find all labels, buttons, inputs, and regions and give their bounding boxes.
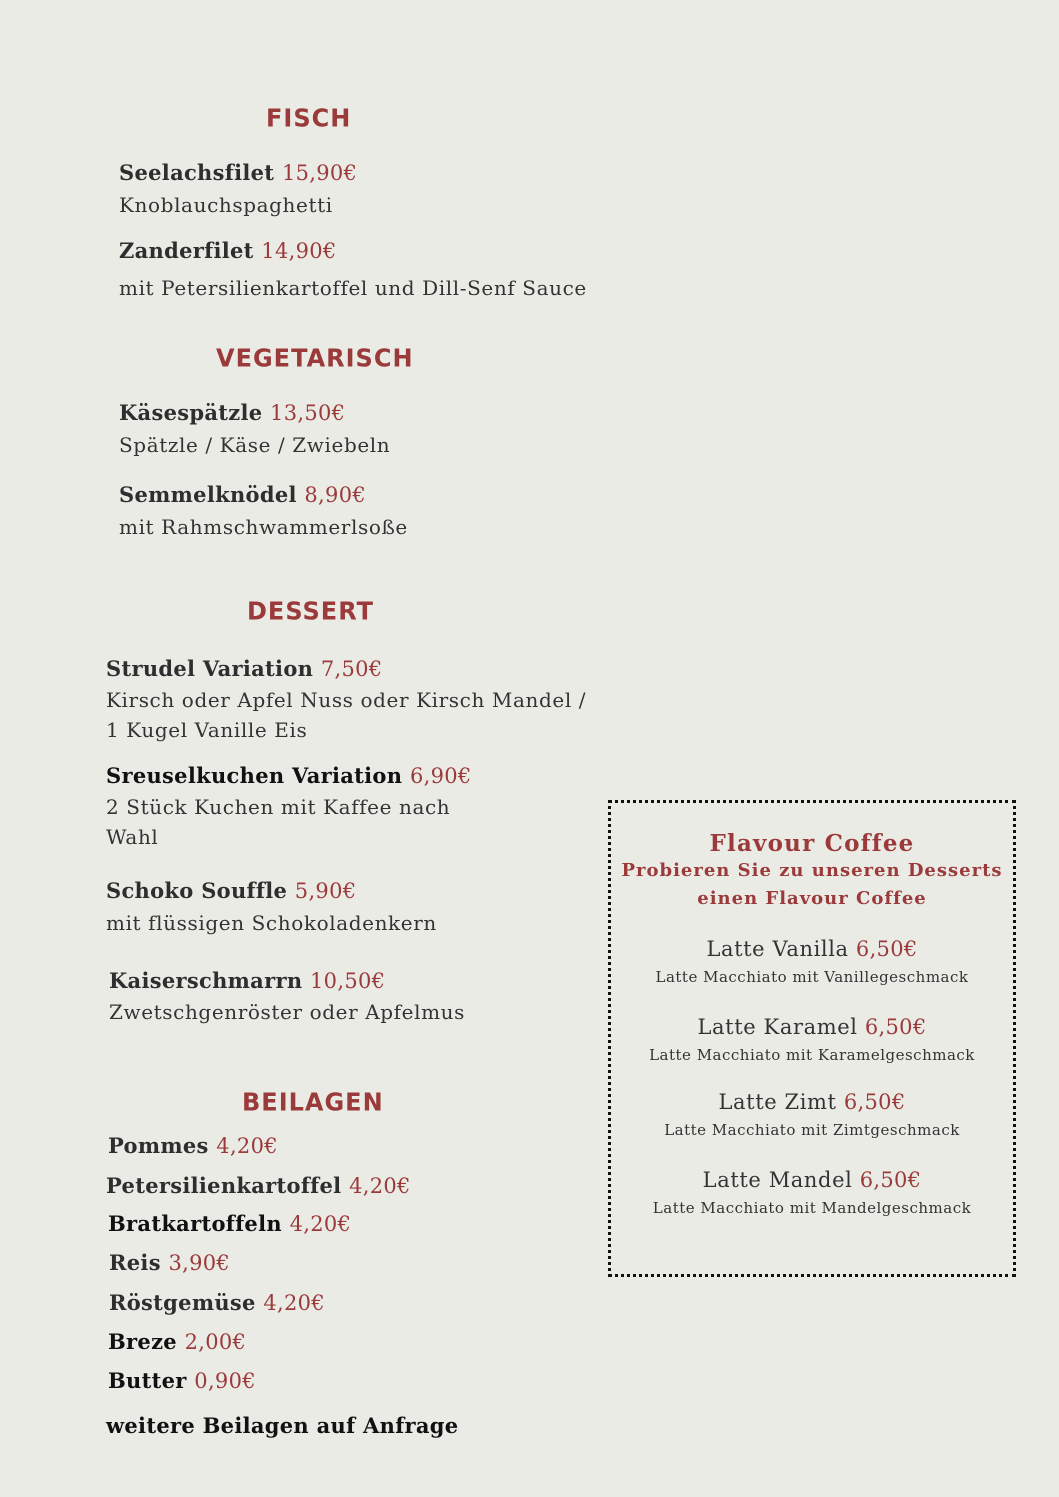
coffee-item-latte-karamel bbox=[611, 1015, 1013, 1039]
item-price: 2,00€ bbox=[184, 1330, 247, 1354]
item-description: Wahl bbox=[106, 825, 159, 849]
side-item-bratkartoffeln bbox=[108, 1211, 351, 1236]
item-price: 13,50€ bbox=[270, 401, 346, 425]
item-price: 4,20€ bbox=[289, 1212, 352, 1236]
menu-item-semmelknoedel bbox=[119, 482, 366, 507]
coffee-price: 6,50€ bbox=[855, 937, 918, 961]
item-description: 1 Kugel Vanille Eis bbox=[106, 718, 308, 742]
coffee-name: Latte Zimt bbox=[718, 1090, 837, 1114]
item-price: 3,90€ bbox=[168, 1251, 231, 1275]
side-item-petersilienkartoffel bbox=[106, 1173, 411, 1198]
item-name: Zanderfilet bbox=[119, 238, 254, 263]
item-name: Butter bbox=[108, 1368, 187, 1393]
section-title-beilagen: BEILAGEN bbox=[242, 1087, 384, 1117]
item-name: Strudel Variation bbox=[106, 656, 314, 681]
coffee-description: Latte Macchiato mit Vanillegeschmack bbox=[655, 968, 969, 986]
section-title-fisch: FISCH bbox=[266, 103, 352, 133]
menu-item-schoko-souffle bbox=[106, 878, 356, 903]
item-price: 5,90€ bbox=[294, 879, 357, 903]
coffee-price: 6,50€ bbox=[864, 1015, 927, 1039]
side-item-breze bbox=[108, 1329, 246, 1354]
coffee-box-subtitle-line2: einen Flavour Coffee bbox=[697, 888, 927, 909]
menu-item-seelachsfilet bbox=[119, 160, 357, 185]
side-item-pommes bbox=[108, 1133, 278, 1158]
side-item-roestgemuese bbox=[109, 1290, 325, 1315]
section-title-dessert: DESSERT bbox=[247, 596, 374, 626]
menu-item-kaesespaetzle bbox=[119, 400, 345, 425]
coffee-item-latte-mandel bbox=[611, 1168, 1013, 1192]
item-price: 14,90€ bbox=[261, 239, 337, 263]
item-name: Seelachsfilet bbox=[119, 160, 275, 185]
item-description: mit Rahmschwammerlsoße bbox=[119, 515, 408, 539]
coffee-name: Latte Karamel bbox=[697, 1015, 858, 1039]
item-description: 2 Stück Kuchen mit Kaffee nach bbox=[106, 795, 451, 819]
item-name: Sreuselkuchen Variation bbox=[106, 763, 403, 788]
item-description: mit Petersilienkartoffel und Dill-Senf Sauce bbox=[119, 276, 587, 300]
beilagen-footer-note: weitere Beilagen auf Anfrage bbox=[106, 1413, 459, 1438]
item-name: Breze bbox=[108, 1329, 177, 1354]
coffee-price: 6,50€ bbox=[843, 1090, 906, 1114]
item-price: 4,20€ bbox=[349, 1174, 411, 1198]
item-name: Schoko Souffle bbox=[106, 878, 288, 903]
item-price: 7,50€ bbox=[320, 657, 383, 681]
coffee-item-latte-vanilla bbox=[611, 937, 1013, 961]
flavour-coffee-box bbox=[608, 800, 1016, 1277]
item-price: 15,90€ bbox=[281, 161, 358, 185]
coffee-item-latte-zimt bbox=[611, 1090, 1013, 1114]
item-description: mit flüssigen Schokoladenkern bbox=[106, 911, 437, 935]
menu-item-sreuselkuchen-variation bbox=[106, 763, 472, 788]
item-price: 4,20€ bbox=[263, 1291, 325, 1315]
coffee-name: Latte Mandel bbox=[702, 1168, 853, 1192]
item-description: Spätzle / Käse / Zwiebeln bbox=[119, 433, 391, 457]
coffee-name: Latte Vanilla bbox=[706, 937, 849, 961]
coffee-box-subtitle-line1: Probieren Sie zu unseren Desserts bbox=[621, 860, 1003, 881]
item-name: Pommes bbox=[108, 1133, 209, 1158]
item-price: 8,90€ bbox=[304, 483, 367, 507]
side-item-butter bbox=[108, 1368, 256, 1393]
coffee-description: Latte Macchiato mit Karamelgeschmack bbox=[649, 1046, 975, 1064]
item-description: Knoblauchspaghetti bbox=[119, 193, 333, 217]
section-title-vegetarisch: VEGETARISCH bbox=[216, 343, 414, 373]
item-price: 10,50€ bbox=[310, 969, 386, 993]
item-name: Röstgemüse bbox=[109, 1290, 256, 1315]
side-item-reis bbox=[109, 1250, 230, 1275]
item-name: Reis bbox=[109, 1250, 161, 1275]
coffee-price: 6,50€ bbox=[859, 1168, 922, 1192]
item-price: 0,90€ bbox=[194, 1369, 256, 1393]
item-name: Semmelknödel bbox=[119, 482, 297, 507]
item-name: Käsespätzle bbox=[119, 400, 263, 425]
menu-item-strudel-variation bbox=[106, 656, 382, 681]
item-name: Bratkartoffeln bbox=[108, 1211, 282, 1236]
coffee-box-title: Flavour Coffee bbox=[709, 830, 915, 857]
item-name: Kaiserschmarrn bbox=[109, 968, 303, 993]
coffee-description: Latte Macchiato mit Zimtgeschmack bbox=[664, 1121, 960, 1139]
item-price: 4,20€ bbox=[216, 1134, 278, 1158]
coffee-description: Latte Macchiato mit Mandelgeschmack bbox=[652, 1199, 972, 1217]
menu-item-zanderfilet bbox=[119, 238, 337, 263]
item-description: Zwetschgenröster oder Apfelmus bbox=[109, 1000, 465, 1024]
menu-item-kaiserschmarrn bbox=[109, 968, 385, 993]
item-price: 6,90€ bbox=[409, 764, 472, 788]
item-name: Petersilienkartoffel bbox=[106, 1173, 342, 1198]
item-description: Kirsch oder Apfel Nuss oder Kirsch Mandel / bbox=[106, 688, 587, 712]
